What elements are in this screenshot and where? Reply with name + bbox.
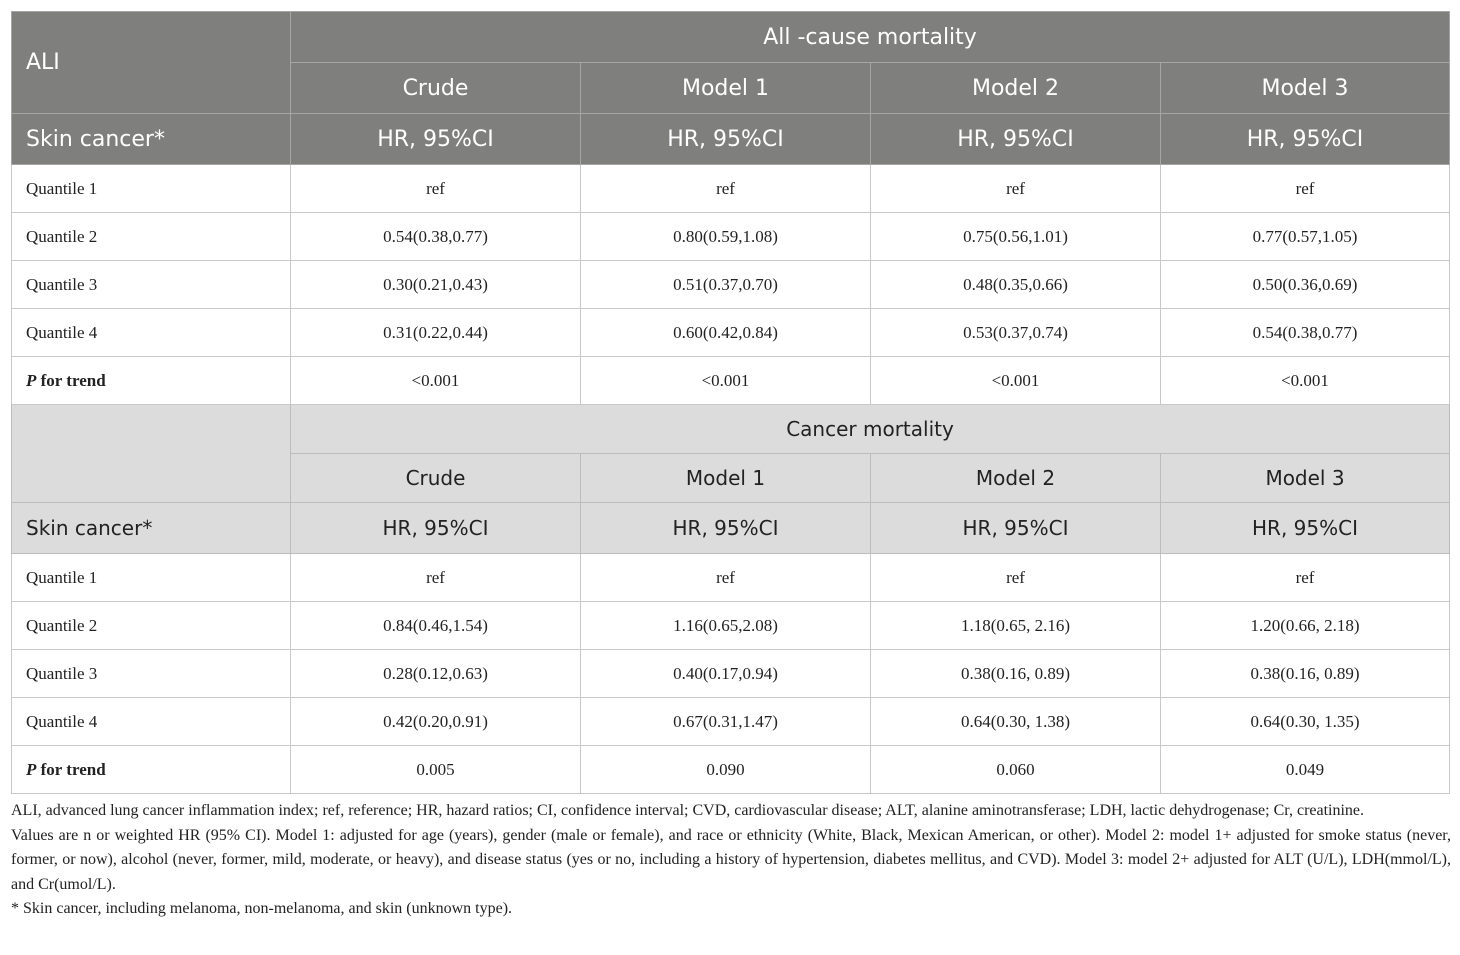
table-cell: <0.001 <box>581 357 871 405</box>
model-header: Model 1 <box>581 63 871 114</box>
table-cell: 0.049 <box>1161 746 1450 794</box>
row-label: Quantile 4 <box>12 309 291 357</box>
empty-header-cell <box>12 405 291 503</box>
row-label: Quantile 3 <box>12 261 291 309</box>
table-cell: 0.42(0.20,0.91) <box>291 698 581 746</box>
table-cell: 0.005 <box>291 746 581 794</box>
stat-label: HR, 95%CI <box>581 114 871 165</box>
table-cell: 1.16(0.65,2.08) <box>581 602 871 650</box>
section-title-row <box>12 405 1450 454</box>
table-row <box>12 213 1450 261</box>
table-row <box>12 261 1450 309</box>
table-row <box>12 602 1450 650</box>
model-header: Model 1 <box>581 454 871 503</box>
model-header: Crude <box>291 63 581 114</box>
table-cell: 0.50(0.36,0.69) <box>1161 261 1450 309</box>
row-label: Quantile 4 <box>12 698 291 746</box>
table-cell: 0.64(0.30, 1.35) <box>1161 698 1450 746</box>
stat-label: HR, 95%CI <box>1161 503 1450 554</box>
table-row <box>12 165 1450 213</box>
table-cell: 0.84(0.46,1.54) <box>291 602 581 650</box>
group-label: Skin cancer* <box>12 114 291 165</box>
model-header: Model 3 <box>1161 454 1450 503</box>
stat-label: HR, 95%CI <box>871 114 1161 165</box>
table-cell: 0.090 <box>581 746 871 794</box>
row-label: Quantile 2 <box>12 602 291 650</box>
table-cell: 0.75(0.56,1.01) <box>871 213 1161 261</box>
table-cell: 0.40(0.17,0.94) <box>581 650 871 698</box>
table-footnotes <box>11 799 1451 922</box>
table-cell: 1.20(0.66, 2.18) <box>1161 602 1450 650</box>
stat-label: HR, 95%CI <box>291 114 581 165</box>
table-cell: <0.001 <box>1161 357 1450 405</box>
row-label: Quantile 1 <box>12 165 291 213</box>
table-cell: 0.31(0.22,0.44) <box>291 309 581 357</box>
group-header-row <box>12 114 1450 165</box>
table-cell: 0.80(0.59,1.08) <box>581 213 871 261</box>
trend-p: P <box>26 759 37 779</box>
table-cell: 0.54(0.38,0.77) <box>1161 309 1450 357</box>
models-note: Values are n or weighted HR (95% CI). Model 1: adjusted for age (years), gender (male or female), and race or ethnicity (White, Black, Mexican American, or other). Model 2: model 1+ adjusted for smoke status (never, former, or now), alcohol (never, former, mild, moderate, or heavy), and disease status (yes or no, including a history of hypertension, diabetes mellitus, and CVD). Model 3: model 2+ adjusted for ALT (U/L), LDH(mmol/L), and Cr(umol/L). <box>11 826 1451 893</box>
table-cell: ref <box>291 165 581 213</box>
stat-label: HR, 95%CI <box>1161 114 1450 165</box>
trend-row <box>12 357 1450 405</box>
table-cell: 0.53(0.37,0.74) <box>871 309 1161 357</box>
row-label: Quantile 2 <box>12 213 291 261</box>
trend-label <box>12 746 291 794</box>
table-cell: ref <box>1161 554 1450 602</box>
group-header-row <box>12 503 1450 554</box>
skin-cancer-note: * Skin cancer, including melanoma, non-melanoma, and skin (unknown type). <box>11 900 513 917</box>
trend-row <box>12 746 1450 794</box>
section-title: Cancer mortality <box>291 405 1450 454</box>
table-cell: 0.38(0.16, 0.89) <box>871 650 1161 698</box>
abbreviations-note: ALI, advanced lung cancer inflammation index; ref, reference; HR, hazard ratios; CI, confidence interval; CVD, cardiovascular disease; ALT, alanine aminotransferase; LDH, lactic dehydrogenase; Cr, creatinine. <box>11 802 1365 819</box>
table-cell: 0.30(0.21,0.43) <box>291 261 581 309</box>
table-cell: <0.001 <box>291 357 581 405</box>
model-header: Model 2 <box>871 63 1161 114</box>
table-row <box>12 698 1450 746</box>
table-cell: 0.48(0.35,0.66) <box>871 261 1161 309</box>
table-cell: 0.60(0.42,0.84) <box>581 309 871 357</box>
table-cell: 0.67(0.31,1.47) <box>581 698 871 746</box>
table-cell: ref <box>581 554 871 602</box>
table-cell: ref <box>1161 165 1450 213</box>
hazard-ratio-table <box>11 11 1450 794</box>
trend-text: for trend <box>36 759 106 779</box>
section-title: All -cause mortality <box>291 12 1450 63</box>
group-label: Skin cancer* <box>12 503 291 554</box>
row-label: Quantile 1 <box>12 554 291 602</box>
model-header: Model 2 <box>871 454 1161 503</box>
table-cell: 0.77(0.57,1.05) <box>1161 213 1450 261</box>
table-row <box>12 554 1450 602</box>
row-header-label: ALI <box>12 12 291 114</box>
trend-label <box>12 357 291 405</box>
stat-label: HR, 95%CI <box>871 503 1161 554</box>
trend-text: for trend <box>36 370 106 390</box>
table-cell: 1.18(0.65, 2.16) <box>871 602 1161 650</box>
trend-p: P <box>26 370 37 390</box>
model-header: Model 3 <box>1161 63 1450 114</box>
table-cell: ref <box>581 165 871 213</box>
table-cell: 0.38(0.16, 0.89) <box>1161 650 1450 698</box>
table-cell: 0.54(0.38,0.77) <box>291 213 581 261</box>
table-row <box>12 309 1450 357</box>
table-row <box>12 650 1450 698</box>
table-cell: ref <box>871 165 1161 213</box>
stat-label: HR, 95%CI <box>291 503 581 554</box>
table-cell: ref <box>871 554 1161 602</box>
stat-label: HR, 95%CI <box>581 503 871 554</box>
row-label: Quantile 3 <box>12 650 291 698</box>
table-cell: 0.060 <box>871 746 1161 794</box>
section-title-row <box>12 12 1450 63</box>
table-cell: <0.001 <box>871 357 1161 405</box>
table-cell: 0.64(0.30, 1.38) <box>871 698 1161 746</box>
table-cell: 0.51(0.37,0.70) <box>581 261 871 309</box>
table-cell: 0.28(0.12,0.63) <box>291 650 581 698</box>
model-header: Crude <box>291 454 581 503</box>
table-cell: ref <box>291 554 581 602</box>
